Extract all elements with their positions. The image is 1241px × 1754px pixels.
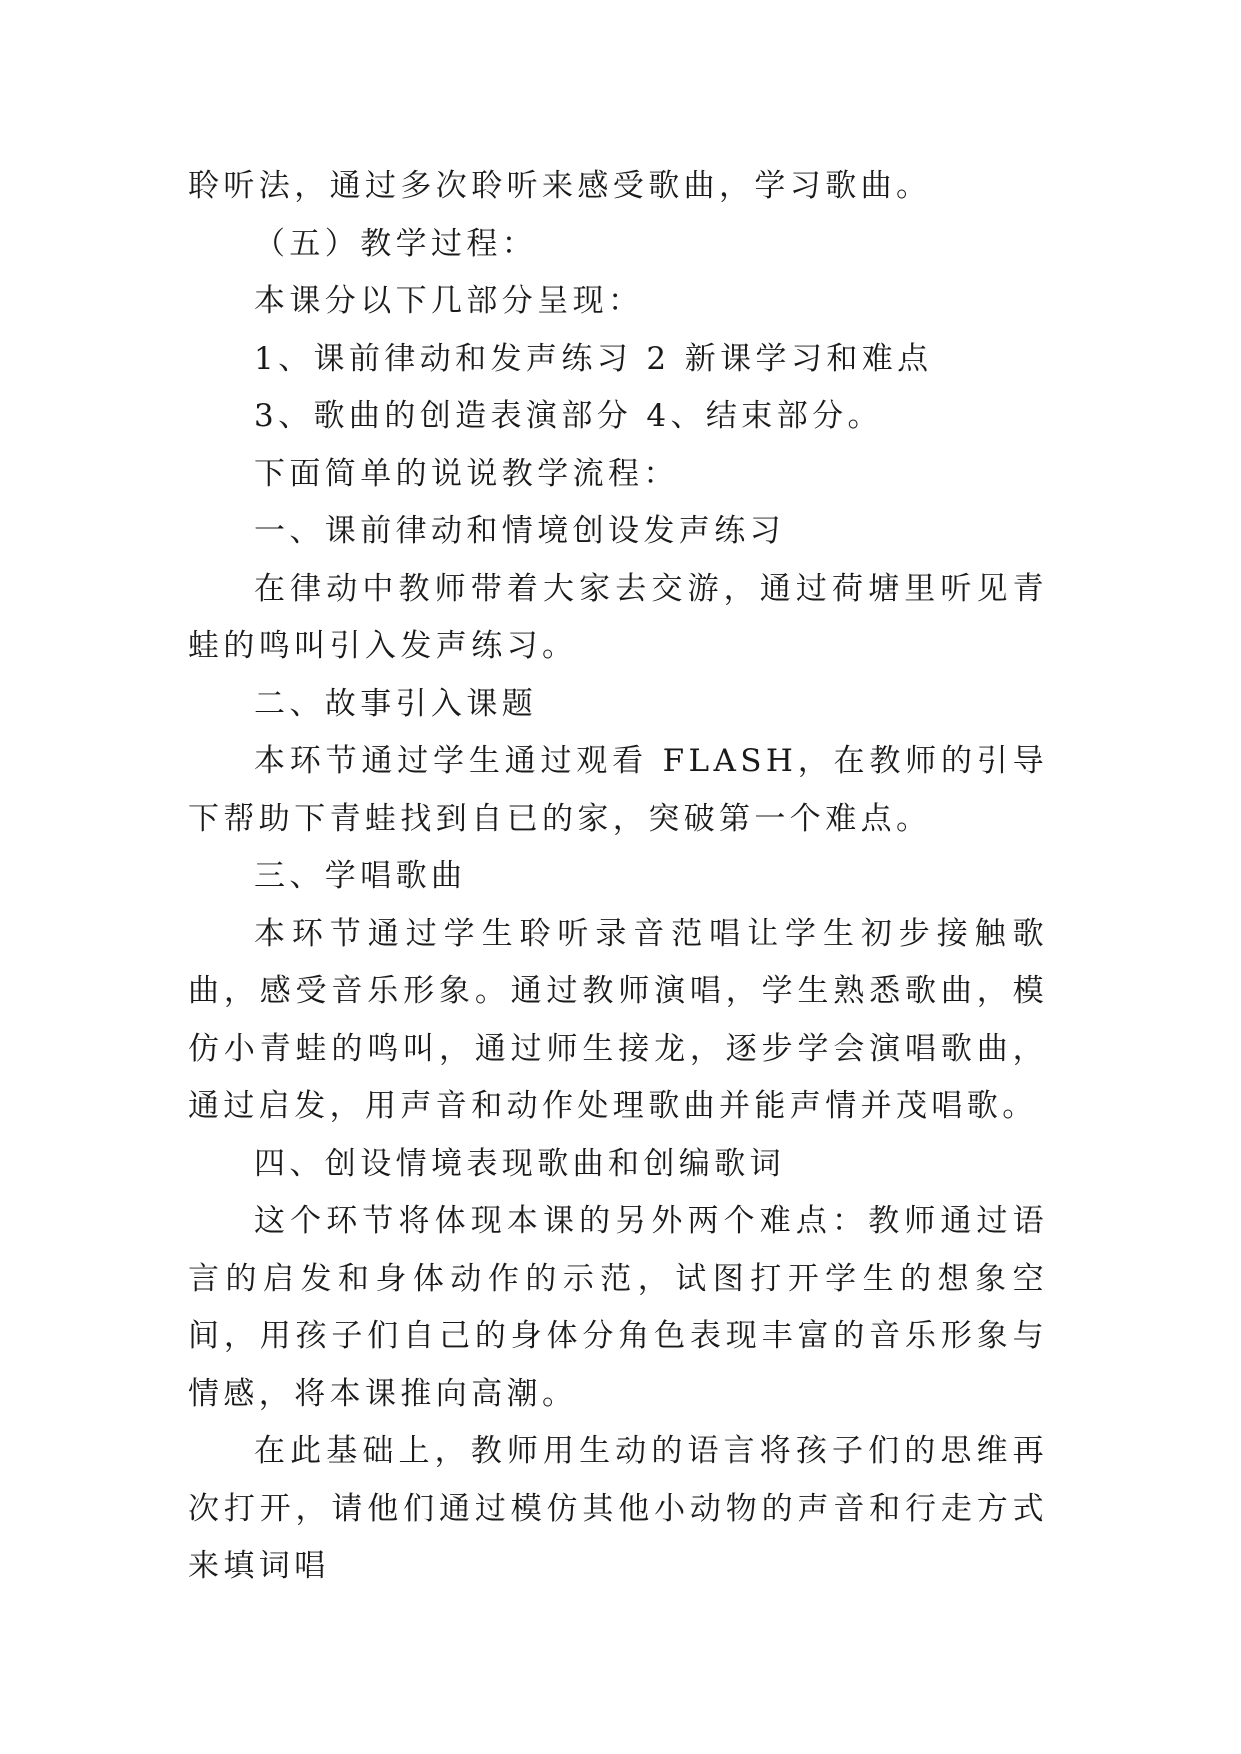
section-heading-3: 三、学唱歌曲: [254, 858, 467, 894]
paragraph-section-4: 这个环节将体现本课的另外两个难点：教师通过语言的启发和身体动作的示范，试图打开学生的想象空间，用孩子们自己的身体分角色表现丰富的音乐形象与情感，将本课推向高潮。: [188, 1203, 1048, 1412]
document-body: [188, 158, 1048, 1596]
paragraph-section-1: 在律动中教师带着大家去交游，通过荷塘里听见青蛙的鸣叫引入发声练习。: [188, 570, 1048, 664]
paragraph-parts-1-2: 1、课前律动和发声练习 2 新课学习和难点: [254, 340, 933, 377]
paragraph-listening-method: 聆听法，通过多次聆听来感受歌曲，学习歌曲。: [188, 168, 932, 204]
paragraph-flow-intro: 下面简单的说说教学流程：: [254, 455, 679, 492]
section-heading-2: 二、故事引入课题: [254, 685, 538, 722]
paragraph-section-3: 本环节通过学生聆听录音范唱让学生初步接触歌曲，感受音乐形象。通过教师演唱，学生熟悉歌曲，模仿小青蛙的鸣叫，通过师生接龙，逐步学会演唱歌曲，通过启发，用声音和动作处理歌曲并能声情并茂唱歌。: [188, 915, 1048, 1124]
section-heading-4: 四、创设情境表现歌曲和创编歌词: [254, 1145, 785, 1182]
section-heading-1: 一、课前律动和情境创设发声练习: [254, 513, 785, 549]
paragraph-section-4-continued: 在此基础上，教师用生动的语言将孩子们的思维再次打开，请他们通过模仿其他小动物的声音和行走方式来填词唱: [188, 1433, 1048, 1584]
paragraph-parts-intro: 本课分以下几部分呈现：: [254, 283, 644, 319]
paragraph-section-2: 本环节通过学生通过观看 FLASH，在教师的引导下帮助下青蛙找到自已的家，突破第一个难点。: [188, 743, 1048, 837]
paragraph-parts-3-4: 3、歌曲的创造表演部分 4、结束部分。: [254, 398, 883, 434]
paragraph-teaching-process-heading: （五）教学过程：: [254, 225, 538, 262]
